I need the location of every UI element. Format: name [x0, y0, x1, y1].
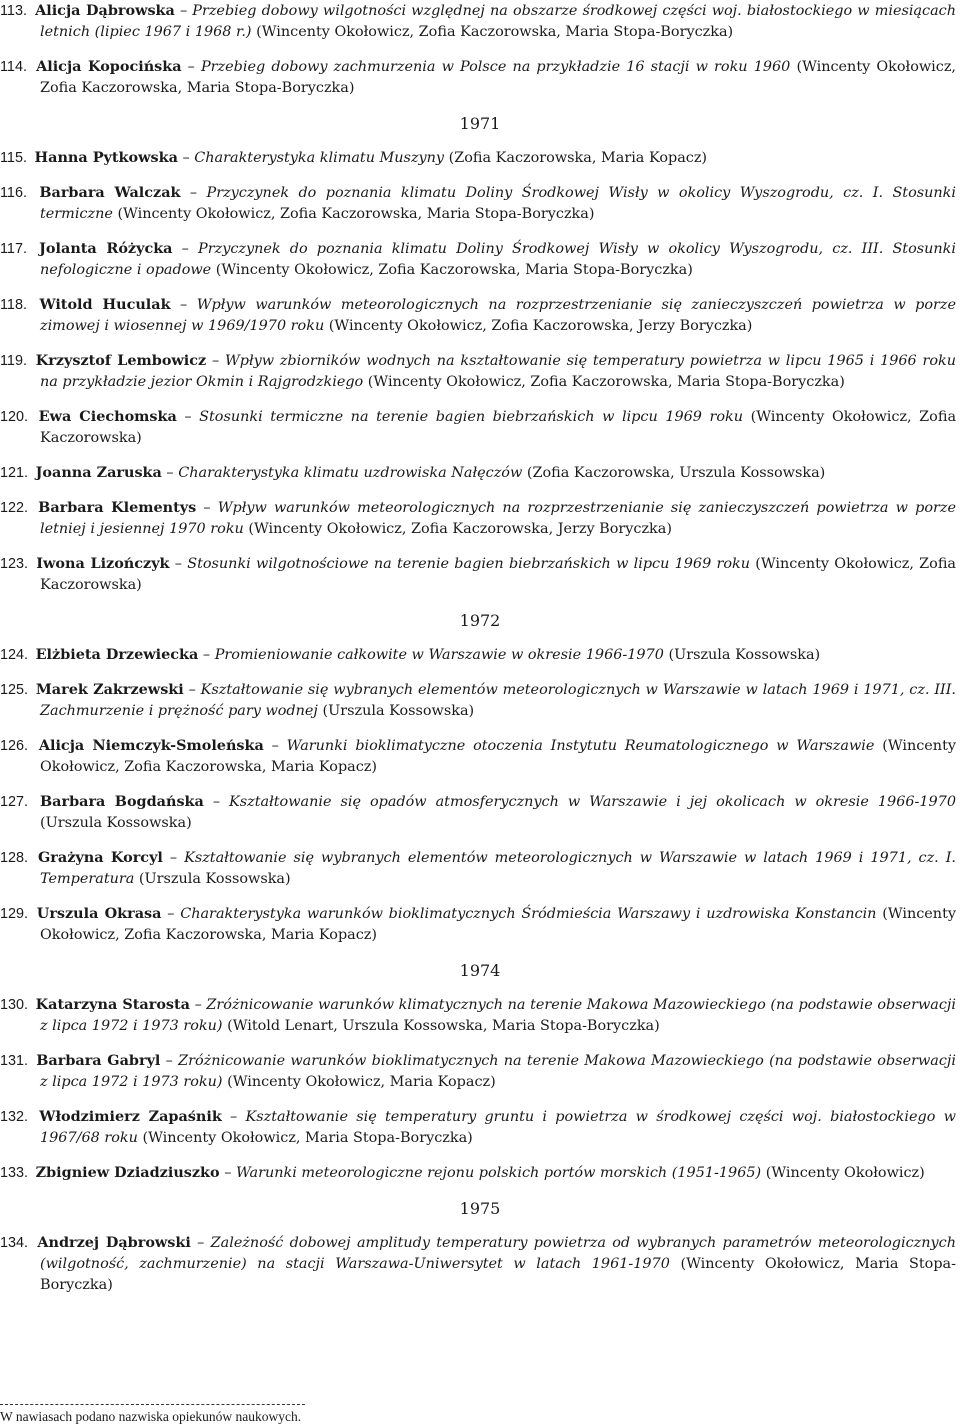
entry-title: Kształtowanie się temperatury gruntu i powietrza w środkowej części woj. białostockiego w 1967/68 roku	[40, 1109, 956, 1146]
entry-title: Kształtowanie się opadów atmosferycznych w Warszawie i jej okolicach w okresie 1966-1970	[229, 794, 956, 810]
entry-author: Joanna Zaruska	[35, 464, 162, 481]
entry-author: Alicja Niemczyk-Smoleńska	[38, 737, 264, 754]
thesis-entry: 134. Andrzej Dąbrowski – Zależność dobowej amplitudy temperatury powietrza od wybranych parametrów meteorologicznych (wilgotność, zachmurzenie) na stacji Warszawa-Uniwersytet w latach 1961-1970 (Wincenty Okołowicz, Maria Stopa-Boryczka)	[0, 1234, 956, 1293]
entry-title: Promieniowanie całkowite w Warszawie w okresie 1966-1970	[214, 647, 664, 663]
entry-author: Ewa Ciechomska	[38, 408, 177, 425]
entry-supervisors: (Wincenty Okołowicz, Zofia Kaczorowska, Maria Stopa-Boryczka)	[40, 59, 956, 96]
entry-supervisors: (Witold Lenart, Urszula Kossowska, Maria Stopa-Boryczka)	[227, 1018, 660, 1034]
entry-title: Przebieg dobowy wilgotności względnej na obszarze środkowej części woj. białostockiego w miesiącach letnich (lipiec 1967 i 1968 r.)	[40, 3, 956, 40]
entry-title: Przyczynek do poznania klimatu Doliny Środkowej Wisły w okolicy Wyszogrodu, cz. I. Stosunki termiczne	[40, 185, 956, 222]
entry-supervisors: (Zofia Kaczorowska, Maria Kopacz)	[448, 150, 708, 166]
entry-author: Jolanta Różycka	[39, 240, 173, 257]
entry-number: 131.	[0, 1053, 29, 1069]
thesis-entry: 120. Ewa Ciechomska – Stosunki termiczne na terenie bagien biebrzańskich w lipcu 1969 roku (Wincenty Okołowicz, Zofia Kaczorowska)	[0, 408, 957, 446]
year-heading: 1971	[459, 114, 501, 133]
entry-title: Warunki bioklimatyczne otoczenia Instytutu Reumatologicznego w Warszawie	[286, 738, 875, 754]
thesis-entry: 117. Jolanta Różycka – Przyczynek do poznania klimatu Doliny Środkowej Wisły w okolicy Wyszogrodu, cz. III. Stosunki nefologiczne i opadowe (Wincenty Okołowicz, Zofia Kaczorowska, Maria Stopa-Boryczka)	[0, 240, 956, 278]
thesis-entry: 129. Urszula Okrasa – Charakterystyka warunków bioklimatycznych Śródmieścia Warszawy i uzdrowiska Konstancin (Wincenty Okołowicz, Zofia Kaczorowska, Maria Kopacz)	[0, 905, 956, 943]
entry-supervisors: (Urszula Kossowska)	[40, 815, 192, 831]
entry-title: Charakterystyka warunków bioklimatycznych Śródmieścia Warszawy i uzdrowiska Konstancin	[180, 906, 877, 922]
entry-number: 122.	[0, 500, 29, 516]
year-heading: 1974	[459, 961, 501, 980]
entry-supervisors: (Wincenty Okołowicz, Zofia Kaczorowska, Maria Stopa-Boryczka)	[117, 206, 595, 222]
entry-supervisors: (Wincenty Okołowicz, Maria Kopacz)	[227, 1074, 496, 1090]
thesis-entry: 115. Hanna Pytkowska – Charakterystyka klimatu Muszyny (Zofia Kaczorowska, Maria Kopacz)	[0, 149, 708, 166]
entry-author: Barbara Walczak	[39, 184, 181, 201]
entry-author: Grażyna Korcyl	[38, 849, 163, 866]
entry-author: Alicja Kopocińska	[36, 58, 182, 75]
entry-number: 129.	[0, 906, 29, 922]
entry-author: Barbara Bogdańska	[40, 793, 204, 810]
thesis-entry: 125. Marek Zakrzewski – Kształtowanie się wybranych elementów meteorologicznych w Warszawie w latach 1969 i 1971, cz. III. Zachmurzenie i prężność pary wodnej (Urszula Kossowska)	[0, 681, 956, 719]
entry-number: 133.	[0, 1165, 29, 1181]
entry-supervisors: (Zofia Kaczorowska, Urszula Kossowska)	[526, 465, 826, 481]
thesis-entry: 116. Barbara Walczak – Przyczynek do poznania klimatu Doliny Środkowej Wisły w okolicy Wyszogrodu, cz. I. Stosunki termiczne (Wincenty Okołowicz, Zofia Kaczorowska, Maria Stopa-Boryczka)	[0, 184, 956, 222]
entry-author: Andrzej Dąbrowski	[37, 1234, 191, 1251]
entry-number: 115.	[0, 150, 27, 166]
entry-number: 118.	[0, 297, 27, 313]
entry-number: 113.	[0, 3, 27, 19]
entry-author: Krzysztof Lembowicz	[35, 352, 207, 369]
thesis-entry: 130. Katarzyna Starosta – Zróżnicowanie warunków klimatycznych na terenie Makowa Mazowieckiego (na podstawie obserwacji z lipca 1972 i 1973 roku) (Witold Lenart, Urszula Kossowska, Maria Stopa-Boryczka)	[0, 996, 956, 1034]
entry-supervisors: (Wincenty Okołowicz, Zofia Kaczorowska, Jerzy Boryczka)	[248, 521, 672, 537]
thesis-entry: 128. Grażyna Korcyl – Kształtowanie się wybranych elementów meteorologicznych w Warszawie w latach 1969 i 1971, cz. I. Temperatura (Urszula Kossowska)	[0, 849, 956, 887]
entry-number: 123.	[0, 556, 29, 572]
thesis-entry: 113. Alicja Dąbrowska – Przebieg dobowy wilgotności względnej na obszarze środkowej części woj. białostockiego w miesiącach letnich (lipiec 1967 i 1968 r.) (Wincenty Okołowicz, Zofia Kaczorowska, Maria Stopa-Boryczka)	[0, 2, 956, 40]
thesis-entry: 132. Włodzimierz Zapaśnik – Kształtowanie się temperatury gruntu i powietrza w środkowej części woj. białostockiego w 1967/68 roku (Wincenty Okołowicz, Maria Stopa-Boryczka)	[0, 1108, 956, 1146]
entry-number: 128.	[0, 850, 29, 866]
entry-author: Marek Zakrzewski	[35, 681, 184, 698]
entry-number: 120.	[0, 409, 29, 425]
entry-supervisors: (Wincenty Okołowicz)	[765, 1165, 925, 1181]
thesis-entry: 114. Alicja Kopocińska – Przebieg dobowy zachmurzenia w Polsce na przykładzie 16 stacji w roku 1960 (Wincenty Okołowicz, Zofia Kaczorowska, Maria Stopa-Boryczka)	[0, 58, 956, 96]
thesis-entry: 124. Elżbieta Drzewiecka – Promieniowanie całkowite w Warszawie w okresie 1966-1970 (Urszula Kossowska)	[0, 646, 821, 663]
entry-title: Zależność dobowej amplitudy temperatury powietrza od wybranych parametrów meteorologicznych (wilgotność, zachmurzenie) na stacji Warszawa-Uniwersytet w latach 1961-1970	[40, 1235, 956, 1272]
entry-author: Witold Huculak	[39, 296, 171, 313]
footnote: W nawiasach podano nazwiska opiekunów naukowych.	[0, 1409, 302, 1424]
entry-title: Przebieg dobowy zachmurzenia w Polsce na przykładzie 16 stacji w roku 1960	[201, 59, 791, 75]
entry-title: Stosunki termiczne na terenie bagien biebrzańskich w lipcu 1969 roku	[199, 409, 744, 425]
entry-supervisors: (Wincenty Okołowicz, Maria Stopa-Boryczka)	[142, 1130, 473, 1146]
entry-title: Charakterystyka klimatu Muszyny	[194, 150, 445, 166]
entry-author: Barbara Klementys	[38, 499, 197, 516]
entry-supervisors: (Wincenty Okołowicz, Zofia Kaczorowska, Maria Kopacz)	[40, 906, 956, 943]
thesis-entry: 119. Krzysztof Lembowicz – Wpływ zbiorników wodnych na kształtowanie się temperatury powietrza w lipcu 1965 i 1966 roku na przykładzie jezior Okmin i Rajgrodzkiego (Wincenty Okołowicz, Zofia Kaczorowska, Maria Stopa-Boryczka)	[0, 352, 956, 390]
entry-author: Alicja Dąbrowska	[35, 2, 175, 19]
thesis-entry: 118. Witold Huculak – Wpływ warunków meteorologicznych na rozprzestrzenianie się zanieczyszczeń powietrza w porze zimowej i wiosennej w 1969/1970 roku (Wincenty Okołowicz, Zofia Kaczorowska, Jerzy Boryczka)	[0, 296, 956, 334]
entry-author: Katarzyna Starosta	[35, 996, 190, 1013]
thesis-entry: 127. Barbara Bogdańska – Kształtowanie się opadów atmosferycznych w Warszawie i jej okolicach w okresie 1966-1970 (Urszula Kossowska)	[0, 793, 956, 831]
entry-supervisors: (Wincenty Okołowicz, Zofia Kaczorowska)	[40, 409, 957, 446]
year-heading: 1975	[459, 1199, 501, 1218]
entry-author: Hanna Pytkowska	[34, 149, 178, 166]
entry-number: 121.	[0, 465, 29, 481]
entry-title: Zróżnicowanie warunków bioklimatycznych na terenie Makowa Mazowieckiego (na podstawie obserwacji z lipca 1972 i 1973 roku)	[40, 1053, 956, 1090]
entry-title: Wpływ warunków meteorologicznych na rozprzestrzenianie się zanieczyszczeń powietrza w porze letniej i jesiennej 1970 roku	[40, 500, 956, 537]
entry-supervisors: (Wincenty Okołowicz, Zofia Kaczorowska, Maria Stopa-Boryczka)	[256, 24, 734, 40]
year-heading: 1972	[459, 611, 501, 630]
entry-number: 119.	[0, 353, 27, 369]
entry-title: Charakterystyka klimatu uzdrowiska Nałęczów	[178, 465, 523, 481]
entry-title: Wpływ warunków meteorologicznych na rozprzestrzenianie się zanieczyszczeń powietrza w porze zimowej i wiosennej w 1969/1970 roku	[40, 297, 956, 334]
thesis-entry: 122. Barbara Klementys – Wpływ warunków meteorologicznych na rozprzestrzenianie się zanieczyszczeń powietrza w porze letniej i jesiennej 1970 roku (Wincenty Okołowicz, Zofia Kaczorowska, Jerzy Boryczka)	[0, 499, 956, 537]
entry-title: Warunki meteorologiczne rejonu polskich portów morskich (1951-1965)	[235, 1165, 762, 1181]
thesis-entry: 121. Joanna Zaruska – Charakterystyka klimatu uzdrowiska Nałęczów (Zofia Kaczorowska, Urszula Kossowska)	[0, 464, 826, 481]
entry-supervisors: (Wincenty Okołowicz, Zofia Kaczorowska, Maria Stopa-Boryczka)	[215, 262, 693, 278]
entry-author: Zbigniew Dziadziuszko	[35, 1164, 220, 1181]
entry-number: 124.	[0, 647, 29, 663]
entry-author: Urszula Okrasa	[36, 905, 162, 922]
footnote-separator	[0, 1404, 305, 1405]
thesis-entry: 133. Zbigniew Dziadziuszko – Warunki meteorologiczne rejonu polskich portów morskich (1951-1965) (Wincenty Okołowicz)	[0, 1164, 925, 1181]
entry-number: 132.	[0, 1109, 29, 1125]
entry-supervisors: (Urszula Kossowska)	[138, 871, 291, 887]
entry-number: 127.	[0, 794, 29, 810]
entry-author: Włodzimierz Zapaśnik	[39, 1108, 222, 1125]
entry-supervisors: (Wincenty Okołowicz, Zofia Kaczorowska, Maria Stopa-Boryczka)	[367, 374, 845, 390]
entry-author: Elżbieta Drzewiecka	[35, 646, 199, 663]
entry-number: 134.	[0, 1235, 29, 1251]
thesis-entry: 123. Iwona Lizończyk – Stosunki wilgotnościowe na terenie bagien biebrzańskich w lipcu 1969 roku (Wincenty Okołowicz, Zofia Kaczorowska)	[0, 555, 956, 593]
thesis-entry: 126. Alicja Niemczyk-Smoleńska – Warunki bioklimatyczne otoczenia Instytutu Reumatologicznego w Warszawie (Wincenty Okołowicz, Zofia Kaczorowska, Maria Kopacz)	[0, 737, 956, 775]
entry-title: Wpływ zbiorników wodnych na kształtowanie się temperatury powietrza w lipcu 1965 i 1966 roku na przykładzie jezior Okmin i Rajgrodzkiego	[40, 353, 956, 390]
entry-author: Barbara Gabryl	[36, 1052, 161, 1069]
entry-number: 116.	[0, 185, 27, 201]
entry-number: 114.	[0, 59, 27, 75]
entry-number: 130.	[0, 997, 29, 1013]
entry-supervisors: (Urszula Kossowska)	[322, 703, 475, 719]
entry-supervisors: (Wincenty Okołowicz, Maria Stopa-Boryczka)	[40, 1256, 956, 1293]
entry-number: 125.	[0, 682, 29, 698]
thesis-entry: 131. Barbara Gabryl – Zróżnicowanie warunków bioklimatycznych na terenie Makowa Mazowieckiego (na podstawie obserwacji z lipca 1972 i 1973 roku) (Wincenty Okołowicz, Maria Kopacz)	[0, 1052, 956, 1090]
entry-title: Zróżnicowanie warunków klimatycznych na terenie Makowa Mazowieckiego (na podstawie obserwacji z lipca 1972 i 1973 roku)	[40, 997, 956, 1034]
entry-title: Stosunki wilgotnościowe na terenie bagien biebrzańskich w lipcu 1969 roku	[187, 556, 750, 572]
entry-supervisors: (Wincenty Okołowicz, Zofia Kaczorowska, Jerzy Boryczka)	[328, 318, 753, 334]
entry-title: Kształtowanie się wybranych elementów meteorologicznych w Warszawie w latach 1969 i 1971, cz. III. Zachmurzenie i prężność pary wodnej	[40, 682, 956, 719]
entry-number: 126.	[0, 738, 29, 754]
entry-supervisors: (Wincenty Okołowicz, Zofia Kaczorowska, Maria Kopacz)	[40, 738, 956, 775]
entry-title: Przyczynek do poznania klimatu Doliny Środkowej Wisły w okolicy Wyszogrodu, cz. III. Stosunki nefologiczne i opadowe	[40, 241, 956, 278]
entry-author: Iwona Lizończyk	[36, 555, 170, 572]
entry-supervisors: (Urszula Kossowska)	[668, 647, 821, 663]
entry-number: 117.	[0, 241, 27, 257]
entry-title: Kształtowanie się wybranych elementów meteorologicznych w Warszawie w latach 1969 i 1971, cz. I. Temperatura	[40, 850, 956, 887]
entry-supervisors: (Wincenty Okołowicz, Zofia Kaczorowska)	[40, 556, 956, 593]
